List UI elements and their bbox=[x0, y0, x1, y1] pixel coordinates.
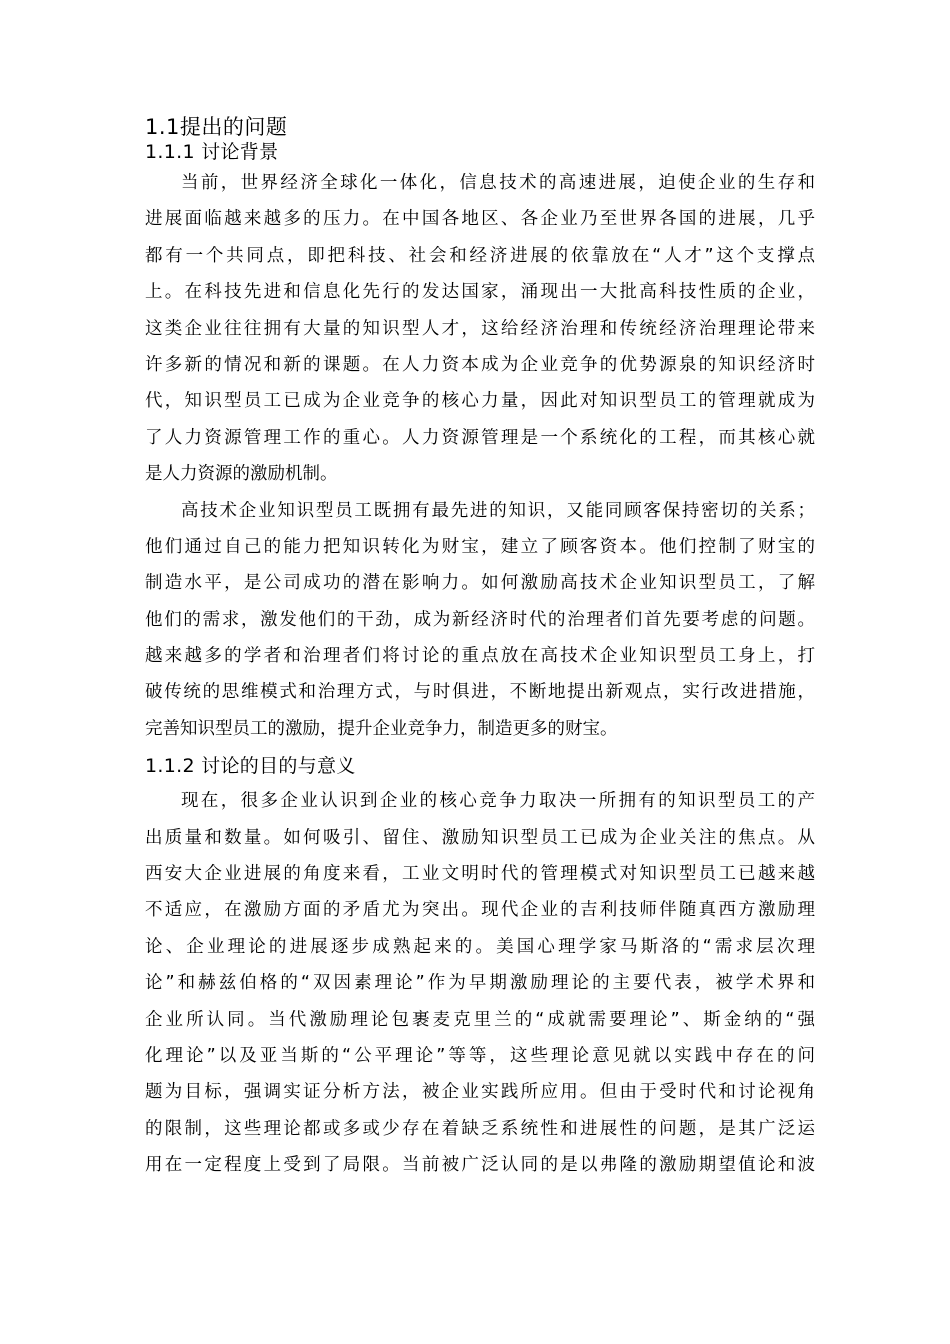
text-line: 完善知识型员工的激励，提升企业竞争力，制造更多的财宝。 bbox=[145, 718, 618, 739]
text-line: 许多新的情况和新的课题。在人力资本成为企业竞争的优势源泉的知识经济时 bbox=[145, 354, 815, 375]
text-line: 高技术企业知识型员工既拥有最先进的知识，又能同顾客保持密切的关系； bbox=[181, 500, 815, 521]
text-line: 企业所认同。当代激励理论包裹麦克里兰的“成就需要理论”、斯金纳的“强 bbox=[145, 1009, 815, 1030]
text-line: 都有一个共同点，即把科技、社会和经济进展的依靠放在“人才”这个支撑点 bbox=[145, 245, 815, 266]
text-line: 现在，很多企业认识到企业的核心竞争力取决一所拥有的知识型员工的产 bbox=[181, 791, 815, 812]
subsection-heading-background: 1.1.1 讨论背景 bbox=[145, 141, 279, 163]
paragraph-background-1 bbox=[145, 165, 815, 493]
text-line: 进展面临越来越多的压力。在中国各地区、各企业乃至世界各国的进展，几乎 bbox=[145, 209, 815, 230]
document-body bbox=[145, 114, 815, 1184]
text-line: 了人力资源管理工作的重心。人力资源管理是一个系统化的工程，而其核心就 bbox=[145, 427, 815, 448]
text-line: 化理论”以及亚当斯的“公平理论”等等，这些理论意见就以实践中存在的问 bbox=[145, 1045, 815, 1066]
text-line: 是人力资源的激励机制。 bbox=[145, 464, 338, 485]
text-line: 的限制，这些理论都或多或少存在着缺乏系统性和进展性的问题，是其广泛运 bbox=[145, 1118, 815, 1139]
text-line: 上。在科技先进和信息化先行的发达国家，涌现出一大批高科技性质的企业， bbox=[145, 282, 815, 303]
text-line: 破传统的思维模式和治理方式，与时俱进，不断地提出新观点，实行改进措施， bbox=[145, 682, 815, 703]
subsection-heading-purpose: 1.1.2 讨论的目的与意义 bbox=[145, 755, 356, 778]
text-line: 出质量和数量。如何吸引、留住、激励知识型员工已成为企业关注的焦点。从 bbox=[145, 827, 815, 848]
text-line: 他们通过自己的能力把知识转化为财宝，建立了顾客资本。他们控制了财宝的 bbox=[145, 536, 815, 557]
text-line: 当前，世界经济全球化一体化，信息技术的高速进展，迫使企业的生存和 bbox=[181, 173, 815, 193]
text-line: 不适应，在激励方面的矛盾尤为突出。现代企业的吉利技师伴随真西方激励理 bbox=[145, 900, 815, 921]
text-line: 他们的需求，激发他们的干劲，成为新经济时代的治理者们首先要考虑的问题。 bbox=[145, 609, 815, 630]
paragraph-background-2 bbox=[145, 493, 815, 748]
text-line: 论、企业理论的进展逐步成熟起来的。美国心理学家马斯洛的“需求层次理 bbox=[145, 936, 815, 957]
text-line: 越来越多的学者和治理者们将讨论的重点放在高技术企业知识型员工身上，打 bbox=[145, 646, 815, 667]
text-line: 西安大企业进展的角度来看，工业文明时代的管理模式对知识型员工已越来越 bbox=[145, 864, 815, 885]
text-line: 论”和赫兹伯格的“双因素理论”作为早期激励理论的主要代表，被学术界和 bbox=[145, 973, 815, 994]
paragraph-purpose-1 bbox=[145, 783, 815, 1183]
text-line: 题为目标，强调实证分析方法，被企业实践所应用。但由于受时代和讨论视角 bbox=[145, 1082, 815, 1103]
text-line: 制造水平，是公司成功的潜在影响力。如何激励高技术企业知识型员工，了解 bbox=[145, 573, 815, 594]
text-line: 这类企业往往拥有大量的知识型人才，这给经济治理和传统经济治理理论带来 bbox=[145, 318, 815, 339]
text-line: 用在一定程度上受到了局限。当前被广泛认同的是以弗隆的激励期望值论和波 bbox=[145, 1155, 815, 1176]
text-line: 代，知识型员工已成为企业竞争的核心力量，因此对知识型员工的管理就成为 bbox=[145, 391, 815, 412]
section-title: 1.1提出的问题 bbox=[145, 115, 288, 139]
